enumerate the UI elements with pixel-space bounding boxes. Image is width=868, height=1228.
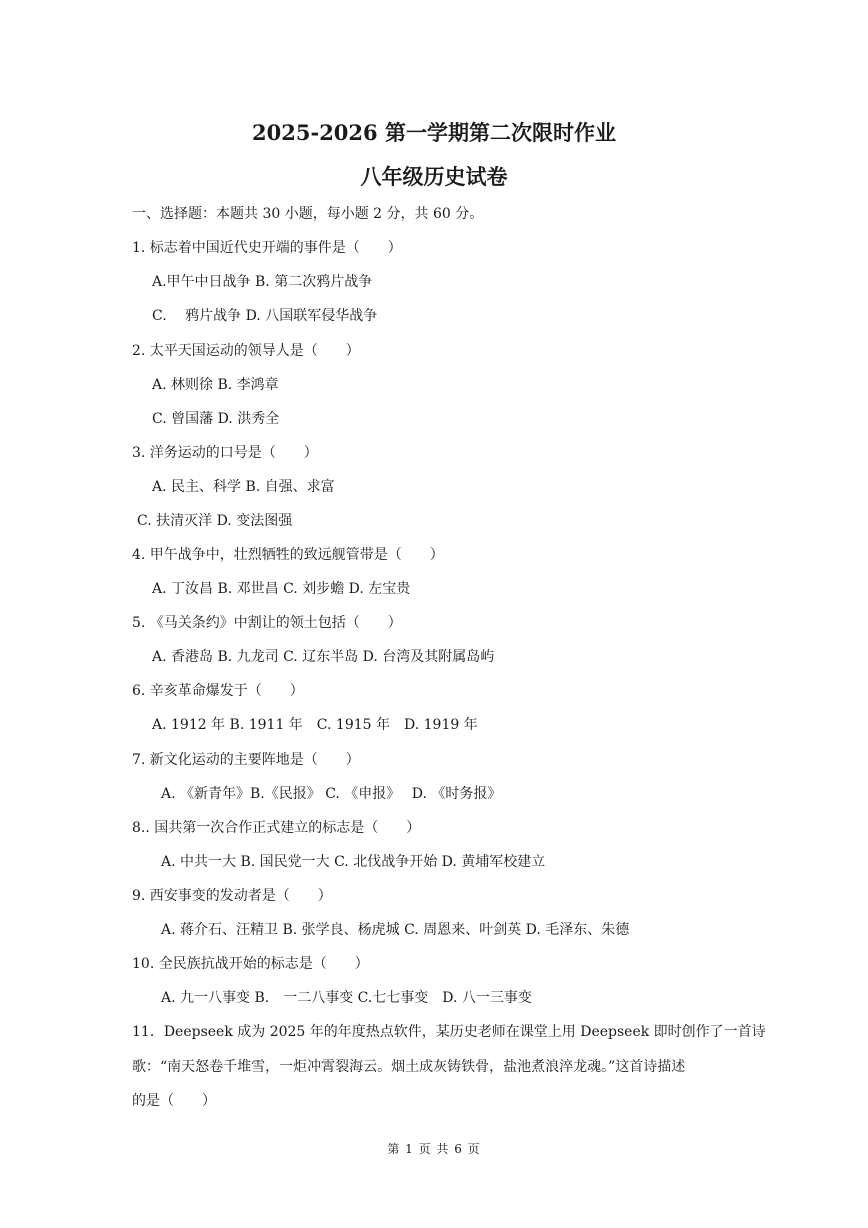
question-7-stem: 7. 新文化运动的主要阵地是（ ） xyxy=(132,752,360,768)
question-9-stem: 9. 西安事变的发动者是（ ） xyxy=(132,888,332,904)
question-10-stem: 10. 全民族抗战开始的标志是（ ） xyxy=(132,956,369,972)
question-6-options: A. 1912 年 B. 1911 年 C. 1915 年 D. 1919 年 xyxy=(152,717,478,733)
question-2-stem: 2. 太平天国运动的领导人是（ ） xyxy=(132,343,360,359)
question-8-stem: 8.. 国共第一次合作正式建立的标志是（ ） xyxy=(132,820,421,836)
question-5-stem: 5. 《马关条约》中割让的领土包括（ ） xyxy=(132,615,402,631)
question-3-options-row-2: C. 扶清灭洋 D. 变法图强 xyxy=(137,513,293,529)
page-number: 第 1 页 共 6 页 xyxy=(387,1142,481,1156)
question-2-options-row-2: C. 曾国藩 D. 洪秀全 xyxy=(152,411,280,427)
question-1-options-row-1: A.甲午中日战争 B. 第二次鸦片战争 xyxy=(152,274,373,290)
question-3-options-row-1: A. 民主、科学 B. 自强、求富 xyxy=(152,479,335,495)
question-1-options-row-2: C. 鸦片战争 D. 八国联军侵华战争 xyxy=(152,308,378,324)
exam-subtitle: 八年级历史试卷 xyxy=(360,164,508,189)
question-3-stem: 3. 洋务运动的口号是（ ） xyxy=(132,445,318,461)
question-1-stem: 1. 标志着中国近代史开端的事件是（ ） xyxy=(132,240,402,256)
question-11-line-2: 歌：“南天怒卷千堆雪，一炬冲霄裂海云。烟土成灰铸铁骨，盐池煮浪淬龙魂。”这首诗描述 xyxy=(132,1059,686,1075)
question-6-stem: 6. 辛亥革命爆发于（ ） xyxy=(132,683,304,699)
question-11-line-3: 的是（ ） xyxy=(132,1093,216,1109)
exam-title: 2025-2026 第一学期第二次限时作业 xyxy=(252,120,616,145)
question-11-line-1: 11．Deepseek 成为 2025 年的年度热点软件，某历史老师在课堂上用 Deepseek 即时创作了一首诗 xyxy=(132,1024,766,1040)
question-4-options: A. 丁汝昌 B. 邓世昌 C. 刘步蟾 D. 左宝贵 xyxy=(152,581,411,597)
question-2-options-row-1: A. 林则徐 B. 李鸿章 xyxy=(152,377,279,393)
question-7-options: A. 《新青年》B.《民报》 C. 《申报》 D. 《时务报》 xyxy=(161,786,502,802)
question-5-options: A. 香港岛 B. 九龙司 C. 辽东半岛 D. 台湾及其附属岛屿 xyxy=(152,649,495,665)
question-8-options: A. 中共一大 B. 国民党一大 C. 北伐战争开始 D. 黄埔军校建立 xyxy=(161,854,546,870)
question-10-options: A. 九一八事变 B. 一二八事变 C.七七事变 D. 八一三事变 xyxy=(161,990,532,1006)
section-heading: 一、选择题：本题共 30 小题，每小题 2 分，共 60 分。 xyxy=(132,206,484,222)
question-4-stem: 4. 甲午战争中，壮烈牺牲的致远舰管带是（ ） xyxy=(132,547,444,563)
question-9-options: A. 蒋介石、汪精卫 B. 张学良、杨虎城 C. 周恩来、叶剑英 D. 毛泽东、朱德 xyxy=(161,922,630,938)
